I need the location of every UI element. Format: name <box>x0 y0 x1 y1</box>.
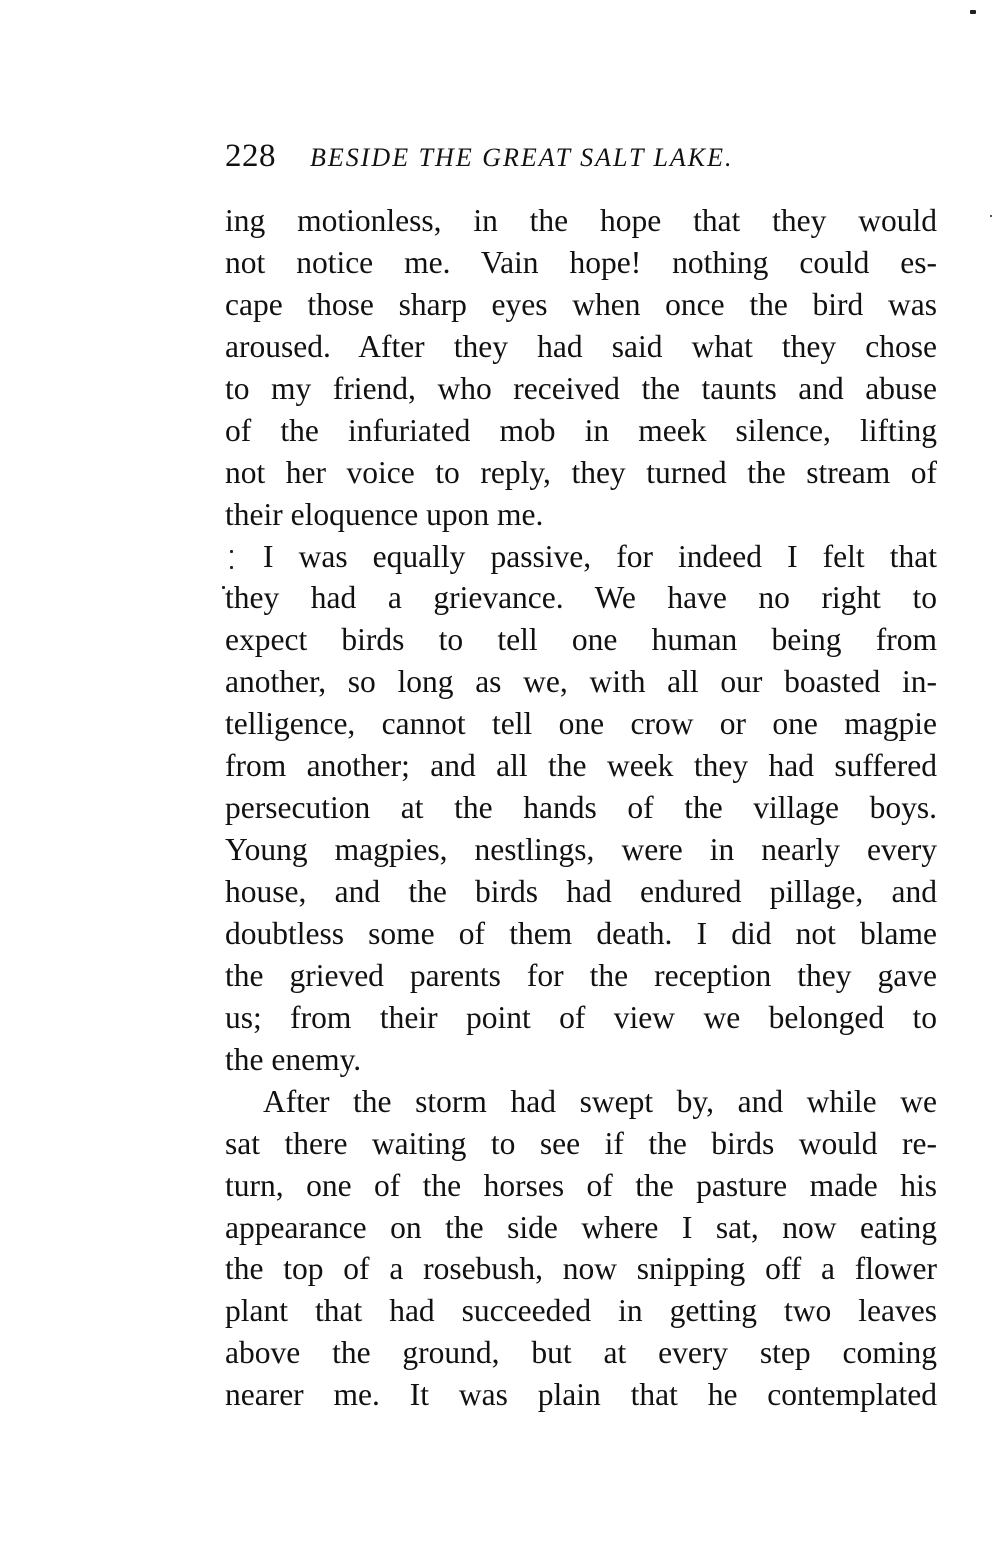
text-line: their eloquence upon me. <box>225 496 544 532</box>
text-line: aroused. After they had said what they chose <box>225 328 937 364</box>
text-line: telligence, cannot tell one crow or one magpie <box>225 706 937 742</box>
text-line: expect birds to tell one human being from <box>225 622 937 658</box>
text-line: After the storm had swept by, and while we <box>263 1083 937 1119</box>
text-line: of the infuriated mob in meek silence, lifting <box>225 412 937 448</box>
text-line: I was equally passive, for indeed I felt that <box>263 538 937 574</box>
scan-speck <box>970 10 976 14</box>
text-line: sat there waiting to see if the birds would re- <box>225 1125 937 1161</box>
text-line: to my friend, who received the taunts and abuse <box>225 370 937 406</box>
text-line: from another; and all the week they had suffered <box>225 748 937 784</box>
text-line: another, so long as we, with all our boasted in- <box>225 664 937 700</box>
text-line: they had a grievance. We have no right to <box>225 580 937 616</box>
text-line: the grieved parents for the reception they gave <box>225 957 937 993</box>
text-line: house, and the birds had endured pillage, and <box>225 874 937 909</box>
scan-speck <box>230 550 233 553</box>
text-line: nearer me. It was plain that he contemplated <box>225 1377 937 1413</box>
scan-speck <box>230 566 233 569</box>
text-line: turn, one of the horses of the pasture made his <box>225 1167 937 1203</box>
scan-speck <box>990 215 992 217</box>
text-line: cape those sharp eyes when once the bird was <box>225 286 937 322</box>
text-line: appearance on the side where I sat, now eating <box>225 1209 937 1245</box>
text-line: plant that had succeeded in getting two leaves <box>225 1293 937 1329</box>
text-line: not her voice to reply, they turned the stream of <box>225 454 937 490</box>
text-line: us; from their point of view we belonged to <box>225 999 937 1035</box>
running-header <box>225 138 865 182</box>
text-line: doubtless some of them death. I did not blame <box>225 915 937 951</box>
running-title: BESIDE THE GREAT SALT LAKE. <box>310 143 734 172</box>
text-line: above the ground, but at every step coming <box>225 1335 937 1371</box>
text-line: Young magpies, nestlings, were in nearly every <box>225 832 937 868</box>
text-line: the enemy. <box>225 1041 362 1077</box>
scan-speck <box>222 586 225 589</box>
text-line: ing motionless, in the hope that they would <box>225 203 937 238</box>
text-line: not notice me. Vain hope! nothing could es- <box>225 244 937 280</box>
page-number: 228 <box>225 138 276 174</box>
text-line: the top of a rosebush, now snipping off a flower <box>225 1251 937 1287</box>
body-text <box>225 200 937 1416</box>
text-line: persecution at the hands of the village boys. <box>225 790 937 826</box>
